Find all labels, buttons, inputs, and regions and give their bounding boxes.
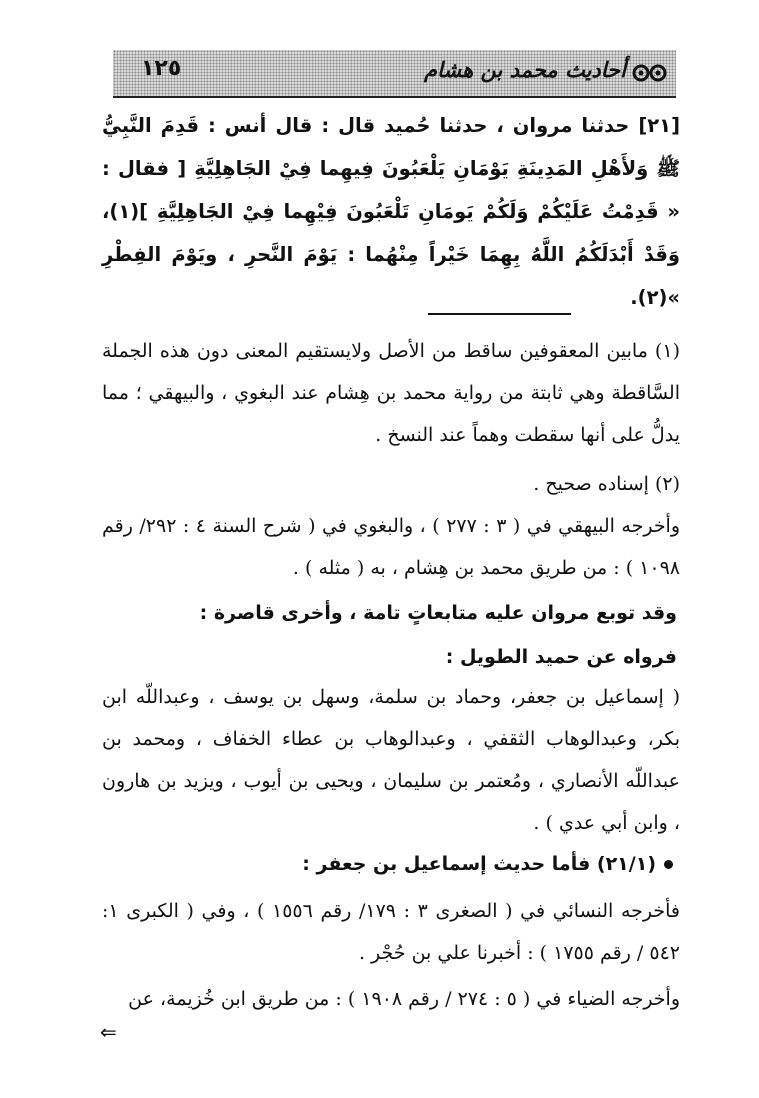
running-header — [113, 50, 676, 98]
section-heading — [302, 843, 673, 885]
continuation-arrow-icon: ⇐ — [100, 1020, 117, 1044]
hadith-text: [٢١] حدثنا مروان ، حدثنا حُميد قال : قال أنس : قَدِمَ النَّبِيُّ ﷺ وَلأَهْلِ المَدِينَةِ يَوْمَانِ يَلْعَبُونَ فِيهِما فِيْ الجَاهِلِيَّةِ [ فقال : « قَدِمْتُ عَلَيْكُمْ وَلَكُمْ يَومَانِ تَلْعَبُونَ فِيْهِما فِيْ الجَاهِلِيَّةِ ](١)، وَقَدْ أَبْدَلَكُمُ اللَّهُ بِهِمَا خَيْراً مِنْهُما : يَوْمَ النَّحرِ ، ويَوْمَ الفِطْرِ »(٢). — [102, 114, 680, 309]
running-title: أحاديث محمد بن هشام — [424, 58, 626, 82]
subheading-mutabaat: وقد توبع مروان عليه متابعاتٍ تامة ، وأخرى قاصرة : — [199, 602, 677, 624]
footnote-separator — [428, 313, 571, 315]
diya-takhrij: وأخرجه الضياء في ( ٥ : ٢٧٤ / رقم ١٩٠٨ ) : من طريق ابن خُزيمة، عن — [128, 988, 680, 1010]
section-heading-text: (٢١/١) فأما حديث إسماعيل بن جعفر : — [302, 853, 656, 875]
footnote-2: (٢) إسناده صحيح . — [533, 473, 680, 495]
bullet-icon — [664, 860, 673, 869]
double-ring-ornament-icon — [630, 63, 670, 83]
nasai-takhrij: فأخرجه النسائي في ( الصغرى ٣ : ١٧٩/ رقم ١٥٥٦ ) ، وفي ( الكبرى ١: ٥٤٢ / رقم ١٧٥٥ ) : أخبرنا علي بن حُجْر . — [102, 900, 680, 964]
takhrij-paragraph: وأخرجه البيهقي في ( ٣ : ٢٧٧ ) ، والبغوي في ( شرح السنة ٤ : ٢٩٢/ رقم ١٠٩٨ ) : من طريق محمد بن هِشام ، به ( مثله ) . — [102, 515, 681, 579]
narrators-list: ( إسماعيل بن جعفر، وحماد بن سلمة، وسهل بن يوسف ، وعبداللّه ابن بكر، وعبدالوهاب الثقفي ، وعبدالوهاب بن عطاء الخفاف ، ومحمد بن عبداللّه الأنصاري ، ومُعتمر بن سليمان ، ويحيى بن أيوب ، ويزيد بن هارون ، وابن أبي عدي ) . — [102, 686, 680, 834]
footnote-1: (١) مابين المعقوفين ساقط من الأصل ولايستقيم المعنى دون هذه الجملة السَّاقطة وهي ثابتة من رواية محمد بن هِشام عند البغوي ، والبيهقي ؛ مما يدلُّ على أنها سقطت وهماً عند النسخ . — [102, 340, 680, 446]
page-number: ١٢٥ — [141, 56, 182, 81]
subheading-humayd: فرواه عن حميد الطويل : — [445, 646, 677, 668]
